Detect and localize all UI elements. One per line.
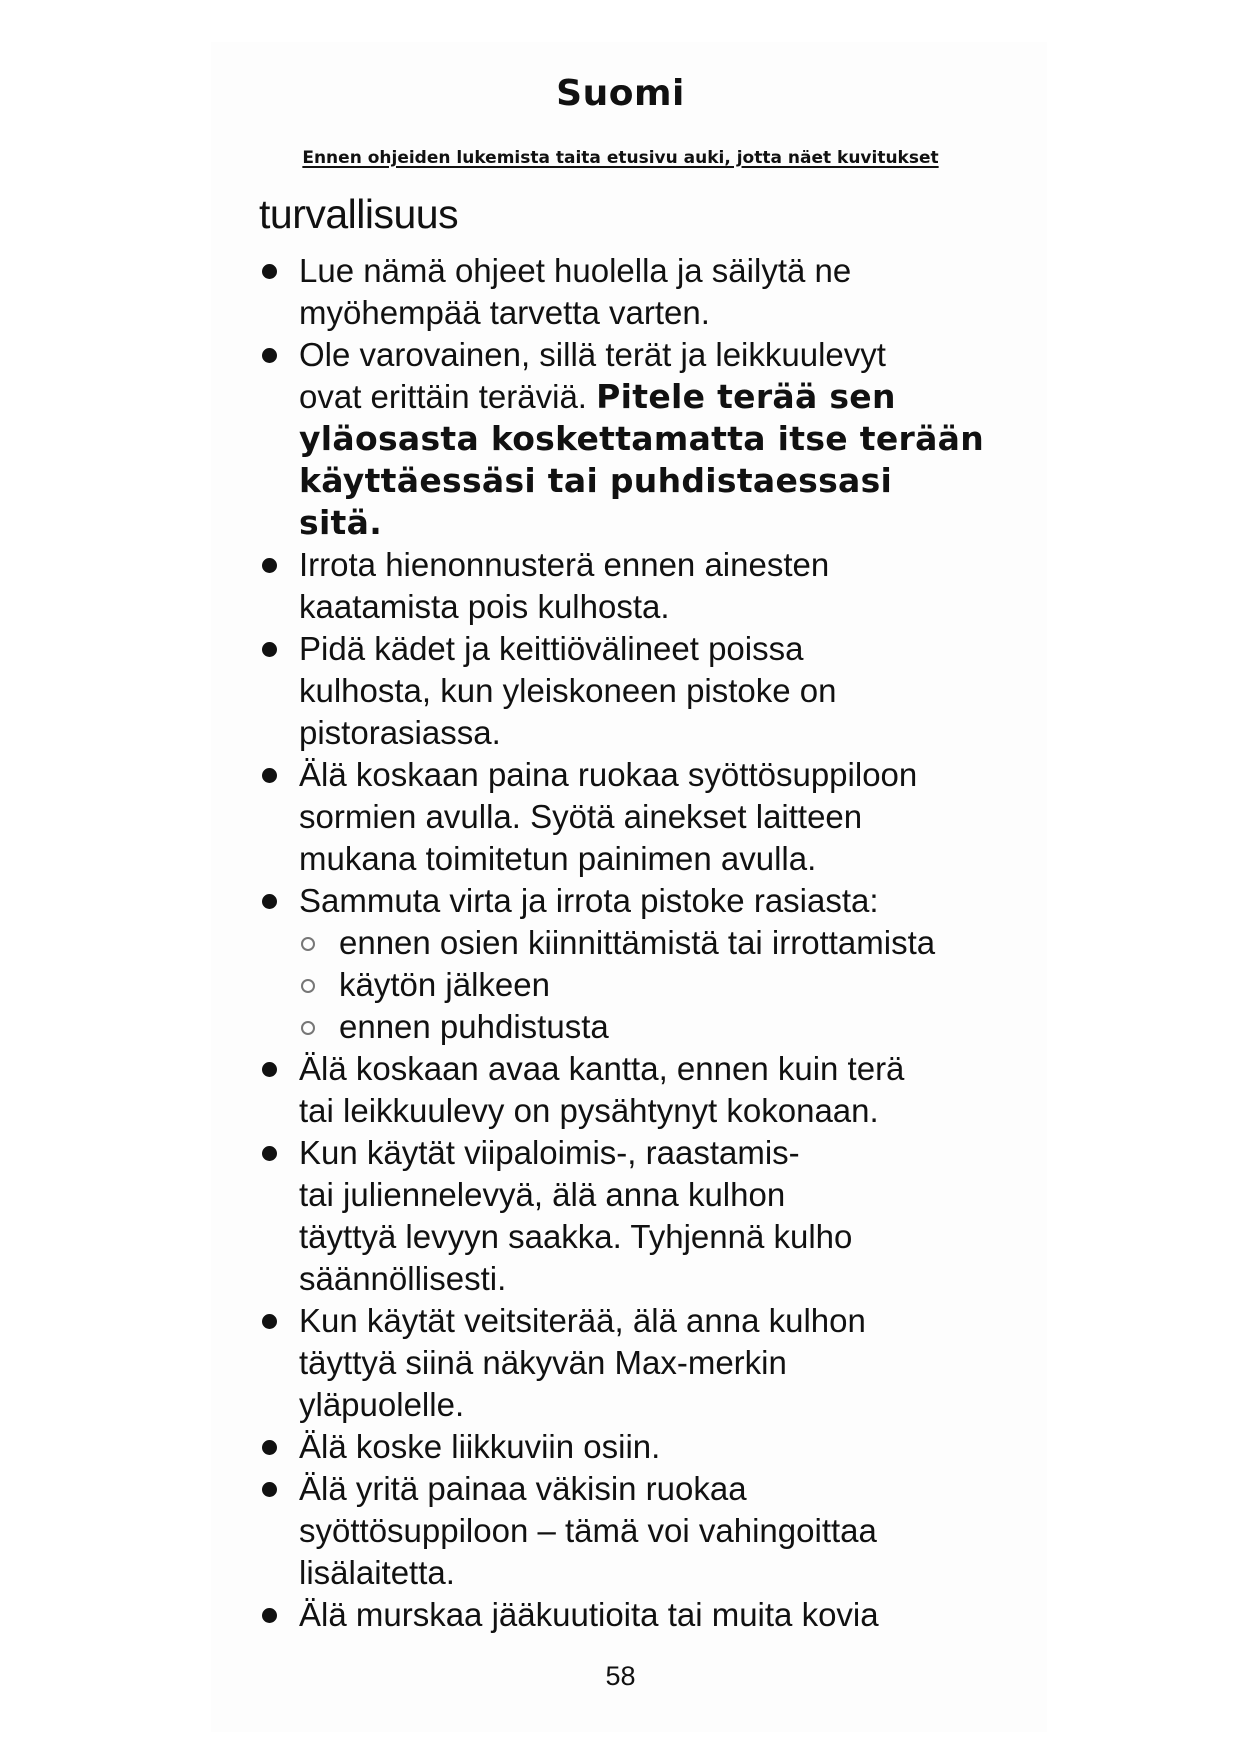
list-item-line: täyttyä levyyn saakka. Tyhjennä kulho	[299, 1218, 853, 1255]
list-item-line: Älä koskaan paina ruokaa syöttösuppiloon	[299, 756, 918, 793]
list-item-line: sormien avulla. Syötä ainekset laitteen	[299, 798, 863, 835]
list-item-line: Älä koskaan avaa kantta, ennen kuin terä	[299, 1050, 905, 1087]
list-item-line: Älä koske liikkuviin osiin.	[299, 1428, 661, 1465]
warning-bold-text: Pitele terää sen	[596, 377, 896, 416]
list-item	[259, 1048, 1019, 1132]
section-heading: turvallisuus	[259, 191, 459, 237]
list-item-line: säännöllisesti.	[299, 1260, 507, 1297]
list-item	[259, 628, 1019, 754]
list-item	[259, 544, 1019, 628]
sub-list-item: käytön jälkeen	[299, 964, 1019, 1006]
list-item	[259, 1300, 1019, 1426]
list-item-text: ovat erittäin teräviä.	[299, 378, 597, 415]
list-item	[259, 1594, 1019, 1636]
list-item-line: Sammuta virta ja irrota pistoke rasiasta:	[299, 882, 879, 919]
warning-bold-text: käyttäessäsi tai puhdistaessasi	[299, 461, 893, 500]
list-item	[259, 880, 1019, 1048]
list-item	[259, 250, 1019, 334]
warning-bold-text: yläosasta koskettamatta itse terään	[299, 419, 985, 458]
list-item-line: pistorasiassa.	[299, 714, 501, 751]
list-item-line: kaatamista pois kulhosta.	[299, 588, 670, 625]
list-item-line: myöhempää tarvetta varten.	[299, 294, 710, 331]
list-item-line: tai leikkuulevy on pysähtynyt kokonaan.	[299, 1092, 879, 1129]
instruction-subtitle: Ennen ohjeiden lukemista taita etusivu auki, jotta näet kuvitukset	[302, 148, 939, 168]
page-number: 58	[605, 1661, 636, 1691]
list-item-line: tai juliennelevyä, älä anna kulhon	[299, 1176, 786, 1213]
safety-list	[259, 250, 1019, 1636]
list-item-line: kulhosta, kun yleiskoneen pistoke on	[299, 672, 837, 709]
list-item-line: Kun käytät viipaloimis-, raastamis-	[299, 1134, 800, 1171]
sub-list-item: ennen osien kiinnittämistä tai irrottamista	[299, 922, 1019, 964]
list-item-line: Älä murskaa jääkuutioita tai muita kovia	[299, 1596, 879, 1633]
list-item	[259, 1468, 1019, 1594]
list-item-line-mixed	[299, 376, 1019, 418]
list-item-line: Irrota hienonnusterä ennen ainesten	[299, 546, 830, 583]
list-item	[259, 1132, 1019, 1300]
list-item-line: syöttösuppiloon – tämä voi vahingoittaa	[299, 1512, 877, 1549]
list-item-line: lisälaitetta.	[299, 1554, 455, 1591]
sub-list-item: ennen puhdistusta	[299, 1006, 1019, 1048]
list-item-line: mukana toimitetun painimen avulla.	[299, 840, 817, 877]
warning-bold-text: sitä.	[299, 503, 383, 542]
list-item-line: Lue nämä ohjeet huolella ja säilytä ne	[299, 252, 852, 289]
list-item	[259, 1426, 1019, 1468]
list-item	[259, 754, 1019, 880]
list-item	[259, 334, 1019, 544]
list-item-line: Älä yritä painaa väkisin ruokaa	[299, 1470, 747, 1507]
list-item-line: Pidä kädet ja keittiövälineet poissa	[299, 630, 804, 667]
list-item-line: Ole varovainen, sillä terät ja leikkuulevyt	[299, 336, 886, 373]
list-item-line: yläpuolelle.	[299, 1386, 465, 1423]
sub-list	[299, 922, 1019, 1048]
list-item-line: täyttyä siinä näkyvän Max-merkin	[299, 1344, 787, 1381]
list-item-line: Kun käytät veitsiterää, älä anna kulhon	[299, 1302, 866, 1339]
page-title: Suomi	[556, 73, 685, 114]
